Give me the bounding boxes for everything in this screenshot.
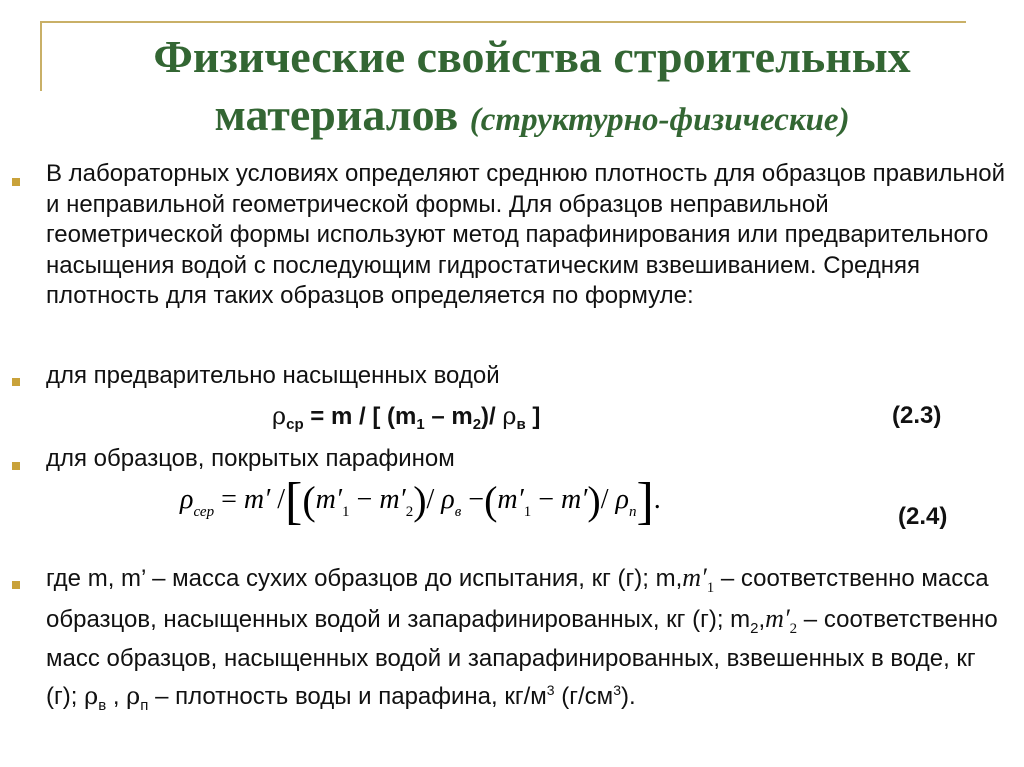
bullet-4	[12, 581, 20, 589]
title-line-2-main: материалов	[214, 89, 459, 140]
formula-tail: )/	[481, 403, 503, 430]
paragraph-4: где m, m’ – масса сухих образцов до испытания, кг (г); $m,m'_1$ – соответственно масса образцов, насыщенных водой и запарафинированных, кг (г); $m_2,m'_2$ – соответственно масс образцов, насыщенных водой и запарафинированных, взвешенных в воде, кг (г); $\rho_в$ , $\rho_п$ – плотность воды и парафина, $кг/м^3$ $(г/см^3)$.	[46, 563, 998, 714]
bullet-1	[12, 178, 20, 186]
formula-2-3	[272, 402, 540, 433]
formula-body: = m / [ (m	[303, 403, 417, 430]
rho-symbol: ρ	[272, 402, 287, 430]
paragraph-3: для образцов, покрытых парафином	[46, 445, 455, 472]
title-subtitle: (структурно-физические)	[469, 102, 850, 138]
equation-number-2-3: (2.3)	[892, 402, 942, 429]
formula-2-4: $\rho_{сер} = m'$ $/[(m'_1 - m'_2)/$ $\rho_в -(m'_1 - m')/$ $\rho_п$].	[180, 473, 661, 530]
formula-end: ]	[525, 403, 541, 430]
rho-sub-v: в	[516, 416, 526, 433]
rho-symbol-2: ρ	[502, 402, 517, 430]
bullet-2	[12, 378, 20, 386]
sub-1: 1	[416, 416, 425, 433]
paragraph-2: для предварительно насыщенных водой	[46, 362, 500, 389]
title-line-1: Физические свойства строительных	[153, 31, 911, 82]
sub-2: 2	[472, 416, 482, 433]
equation-number-2-4: (2.4)	[898, 503, 948, 530]
bullet-3	[12, 462, 20, 470]
paragraph-1: В лабораторных условиях определяют среднюю плотность для образцов правильной и неправильной геометрической формы. Для образцов неправильной геометрической формы используют метод парафинирования или предварительного насыщения водой с последующим гидростатическим взвешиванием. Средняя плотность для таких образцов определяется по формуле:	[46, 160, 1005, 309]
formula-mid: – m	[424, 403, 473, 430]
rho-sub-sr: ср	[286, 416, 304, 433]
